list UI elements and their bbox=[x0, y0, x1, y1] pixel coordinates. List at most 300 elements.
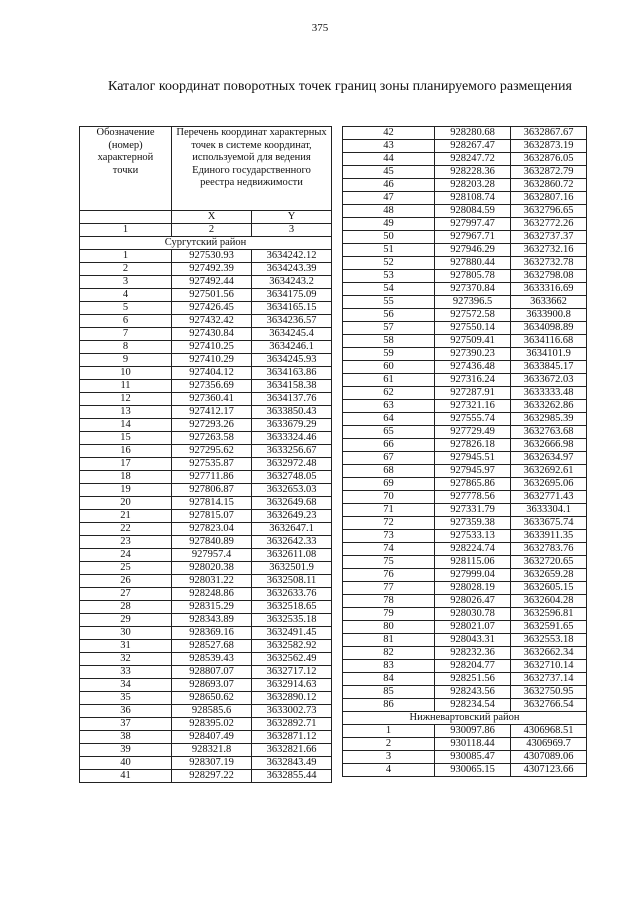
coord-x: 927957.4 bbox=[172, 549, 252, 562]
table-row bbox=[80, 640, 332, 653]
table-row bbox=[343, 517, 587, 530]
table-row bbox=[343, 270, 587, 283]
coord-x: 928115.06 bbox=[435, 556, 511, 569]
table-row bbox=[80, 419, 332, 432]
table-row bbox=[343, 504, 587, 517]
point-number: 18 bbox=[80, 471, 172, 484]
point-number: 13 bbox=[80, 406, 172, 419]
coord-x: 927426.45 bbox=[172, 302, 252, 315]
point-number: 23 bbox=[80, 536, 172, 549]
point-number: 63 bbox=[343, 400, 435, 413]
table-row bbox=[80, 549, 332, 562]
table-row bbox=[343, 673, 587, 686]
point-number: 85 bbox=[343, 686, 435, 699]
table-row bbox=[343, 283, 587, 296]
point-number: 61 bbox=[343, 374, 435, 387]
region-surgut: Сургутский район bbox=[80, 237, 332, 250]
coord-x: 927711.86 bbox=[172, 471, 252, 484]
coord-x: 927999.04 bbox=[435, 569, 511, 582]
table-row bbox=[343, 127, 587, 140]
coord-y: 3633672.03 bbox=[511, 374, 587, 387]
coord-y: 3632633.76 bbox=[252, 588, 332, 601]
table-row bbox=[343, 361, 587, 374]
coord-y: 3633845.17 bbox=[511, 361, 587, 374]
coord-x: 927331.79 bbox=[435, 504, 511, 517]
coord-x: 928248.86 bbox=[172, 588, 252, 601]
table-row bbox=[80, 718, 332, 731]
point-number: 45 bbox=[343, 166, 435, 179]
coord-x: 927360.41 bbox=[172, 393, 252, 406]
coord-x: 930097.86 bbox=[435, 725, 511, 738]
coord-y: 3632871.12 bbox=[252, 731, 332, 744]
coord-x: 927815.07 bbox=[172, 510, 252, 523]
coord-y: 3633675.74 bbox=[511, 517, 587, 530]
table-row bbox=[343, 231, 587, 244]
coord-x: 927356.69 bbox=[172, 380, 252, 393]
table-row bbox=[343, 452, 587, 465]
table-row bbox=[343, 140, 587, 153]
coord-x: 927823.04 bbox=[172, 523, 252, 536]
table-row bbox=[343, 374, 587, 387]
coord-x: 927412.17 bbox=[172, 406, 252, 419]
point-number: 83 bbox=[343, 660, 435, 673]
coord-y: 3632737.37 bbox=[511, 231, 587, 244]
coord-y: 3634137.76 bbox=[252, 393, 332, 406]
coord-x: 928343.89 bbox=[172, 614, 252, 627]
coord-x: 928043.31 bbox=[435, 634, 511, 647]
point-number: 48 bbox=[343, 205, 435, 218]
point-number: 46 bbox=[343, 179, 435, 192]
coord-x: 928280.68 bbox=[435, 127, 511, 140]
coordinates-table-left bbox=[79, 126, 332, 783]
point-number: 49 bbox=[343, 218, 435, 231]
coord-x: 928228.36 bbox=[435, 166, 511, 179]
coord-y: 3634243.39 bbox=[252, 263, 332, 276]
coord-y: 3634165.15 bbox=[252, 302, 332, 315]
coord-x: 928021.07 bbox=[435, 621, 511, 634]
table-row bbox=[80, 731, 332, 744]
point-number: 73 bbox=[343, 530, 435, 543]
point-number: 66 bbox=[343, 439, 435, 452]
point-number: 11 bbox=[80, 380, 172, 393]
coord-x: 928232.36 bbox=[435, 647, 511, 660]
coord-x: 927550.14 bbox=[435, 322, 511, 335]
header-col-number-2: 2 bbox=[172, 224, 252, 237]
point-number: 37 bbox=[80, 718, 172, 731]
point-number: 75 bbox=[343, 556, 435, 569]
coord-x: 928084.59 bbox=[435, 205, 511, 218]
table-row bbox=[343, 413, 587, 426]
table-row bbox=[80, 380, 332, 393]
coord-x: 928028.19 bbox=[435, 582, 511, 595]
point-number: 77 bbox=[343, 582, 435, 595]
table-row bbox=[80, 757, 332, 770]
coord-x: 928585.6 bbox=[172, 705, 252, 718]
table-row bbox=[80, 354, 332, 367]
point-number: 59 bbox=[343, 348, 435, 361]
coord-y: 3632582.92 bbox=[252, 640, 332, 653]
page-title: Каталог координат поворотных точек границ зоны планируемого размещения bbox=[108, 79, 572, 94]
table-row bbox=[343, 465, 587, 478]
point-number: 55 bbox=[343, 296, 435, 309]
coord-y: 3632634.97 bbox=[511, 452, 587, 465]
coord-y: 3632771.43 bbox=[511, 491, 587, 504]
coord-x: 927509.41 bbox=[435, 335, 511, 348]
table-row bbox=[343, 426, 587, 439]
coord-x: 927729.49 bbox=[435, 426, 511, 439]
table-row bbox=[80, 432, 332, 445]
coord-y: 3633002.73 bbox=[252, 705, 332, 718]
coord-x: 927840.89 bbox=[172, 536, 252, 549]
coord-x: 928650.62 bbox=[172, 692, 252, 705]
coord-y: 3633333.48 bbox=[511, 387, 587, 400]
coord-x: 927826.18 bbox=[435, 439, 511, 452]
coord-x: 927359.38 bbox=[435, 517, 511, 530]
point-number: 40 bbox=[80, 757, 172, 770]
coord-y: 3634242.12 bbox=[252, 250, 332, 263]
point-number: 53 bbox=[343, 270, 435, 283]
coord-x: 927967.71 bbox=[435, 231, 511, 244]
table-row bbox=[80, 575, 332, 588]
table-row bbox=[80, 471, 332, 484]
point-number: 84 bbox=[343, 673, 435, 686]
point-number: 1 bbox=[80, 250, 172, 263]
table-row bbox=[80, 328, 332, 341]
point-number: 31 bbox=[80, 640, 172, 653]
coord-y: 3632732.16 bbox=[511, 244, 587, 257]
coord-x: 928267.47 bbox=[435, 140, 511, 153]
point-number: 17 bbox=[80, 458, 172, 471]
coord-y: 3632649.23 bbox=[252, 510, 332, 523]
coord-y: 3632772.26 bbox=[511, 218, 587, 231]
point-number: 41 bbox=[80, 770, 172, 783]
coord-x: 928307.19 bbox=[172, 757, 252, 770]
coord-y: 3634243.2 bbox=[252, 276, 332, 289]
coord-x: 927572.58 bbox=[435, 309, 511, 322]
coord-x: 927287.91 bbox=[435, 387, 511, 400]
point-number: 10 bbox=[80, 367, 172, 380]
coord-y: 3632591.65 bbox=[511, 621, 587, 634]
table-row bbox=[80, 484, 332, 497]
coord-y: 3633324.46 bbox=[252, 432, 332, 445]
point-number: 58 bbox=[343, 335, 435, 348]
coord-y: 3632666.98 bbox=[511, 439, 587, 452]
coord-y: 3632872.79 bbox=[511, 166, 587, 179]
coord-x: 927410.29 bbox=[172, 354, 252, 367]
table-row bbox=[80, 536, 332, 549]
point-number: 35 bbox=[80, 692, 172, 705]
coord-y: 3632720.65 bbox=[511, 556, 587, 569]
table-row bbox=[343, 725, 587, 738]
table-row bbox=[343, 387, 587, 400]
coord-x: 930118.44 bbox=[435, 738, 511, 751]
point-number: 28 bbox=[80, 601, 172, 614]
point-number: 3 bbox=[80, 276, 172, 289]
coord-y: 3632873.19 bbox=[511, 140, 587, 153]
coord-x: 927263.58 bbox=[172, 432, 252, 445]
coord-y: 3633304.1 bbox=[511, 504, 587, 517]
coord-y: 3632491.45 bbox=[252, 627, 332, 640]
table-row bbox=[80, 770, 332, 783]
table-row bbox=[80, 510, 332, 523]
coord-y: 3632892.71 bbox=[252, 718, 332, 731]
coord-x: 928224.74 bbox=[435, 543, 511, 556]
coord-x: 930085.47 bbox=[435, 751, 511, 764]
table-row bbox=[80, 562, 332, 575]
point-number: 38 bbox=[80, 731, 172, 744]
point-number: 70 bbox=[343, 491, 435, 504]
point-number: 39 bbox=[80, 744, 172, 757]
coord-y: 3632867.67 bbox=[511, 127, 587, 140]
coord-x: 927492.44 bbox=[172, 276, 252, 289]
coord-x: 928315.29 bbox=[172, 601, 252, 614]
point-number: 32 bbox=[80, 653, 172, 666]
coord-x: 927370.84 bbox=[435, 283, 511, 296]
coord-x: 927814.15 bbox=[172, 497, 252, 510]
header-x: X bbox=[172, 211, 252, 224]
point-number: 47 bbox=[343, 192, 435, 205]
point-number: 76 bbox=[343, 569, 435, 582]
point-number: 6 bbox=[80, 315, 172, 328]
coord-y: 3632876.05 bbox=[511, 153, 587, 166]
point-number: 65 bbox=[343, 426, 435, 439]
coord-x: 927293.26 bbox=[172, 419, 252, 432]
table-row bbox=[343, 634, 587, 647]
coord-x: 927321.16 bbox=[435, 400, 511, 413]
table-row bbox=[343, 296, 587, 309]
coord-y: 3634245.93 bbox=[252, 354, 332, 367]
coord-y: 3632662.34 bbox=[511, 647, 587, 660]
point-number: 54 bbox=[343, 283, 435, 296]
coord-x: 927432.42 bbox=[172, 315, 252, 328]
coord-x: 927530.93 bbox=[172, 250, 252, 263]
point-number: 68 bbox=[343, 465, 435, 478]
table-row bbox=[80, 705, 332, 718]
coord-x: 927295.62 bbox=[172, 445, 252, 458]
coord-x: 927430.84 bbox=[172, 328, 252, 341]
coord-y: 3632605.15 bbox=[511, 582, 587, 595]
coord-y: 3632821.66 bbox=[252, 744, 332, 757]
coord-x: 928539.43 bbox=[172, 653, 252, 666]
coord-y: 3632649.68 bbox=[252, 497, 332, 510]
coord-y: 3632843.49 bbox=[252, 757, 332, 770]
coord-x: 928297.22 bbox=[172, 770, 252, 783]
table-row bbox=[343, 439, 587, 452]
table-row bbox=[343, 491, 587, 504]
table-row bbox=[343, 569, 587, 582]
table-row bbox=[80, 341, 332, 354]
coord-y: 3632653.03 bbox=[252, 484, 332, 497]
coord-y: 4307123.66 bbox=[511, 764, 587, 777]
header-y: Y bbox=[252, 211, 332, 224]
coord-y: 3634245.4 bbox=[252, 328, 332, 341]
coord-x: 927945.97 bbox=[435, 465, 511, 478]
coord-y: 3632647.1 bbox=[252, 523, 332, 536]
point-number: 80 bbox=[343, 621, 435, 634]
point-number: 4 bbox=[80, 289, 172, 302]
table-row bbox=[343, 478, 587, 491]
coord-x: 928234.54 bbox=[435, 699, 511, 712]
coord-y: 3632783.76 bbox=[511, 543, 587, 556]
coord-y: 3632972.48 bbox=[252, 458, 332, 471]
coord-x: 928395.02 bbox=[172, 718, 252, 731]
point-number: 21 bbox=[80, 510, 172, 523]
coord-y: 3634098.89 bbox=[511, 322, 587, 335]
table-row bbox=[343, 764, 587, 777]
coord-y: 3632695.06 bbox=[511, 478, 587, 491]
table-row bbox=[80, 601, 332, 614]
header-col-number-1: 1 bbox=[80, 224, 172, 237]
point-number: 30 bbox=[80, 627, 172, 640]
coord-x: 928026.47 bbox=[435, 595, 511, 608]
table-row bbox=[343, 179, 587, 192]
table-row bbox=[343, 335, 587, 348]
header-point-designation: Обозначение (номер) характерной точки bbox=[80, 127, 172, 211]
coord-x: 928243.56 bbox=[435, 686, 511, 699]
table-row bbox=[343, 621, 587, 634]
point-number: 1 bbox=[343, 725, 435, 738]
coord-x: 928693.07 bbox=[172, 679, 252, 692]
table-row bbox=[343, 153, 587, 166]
coord-x: 927404.12 bbox=[172, 367, 252, 380]
coord-y: 3632611.08 bbox=[252, 549, 332, 562]
table-row bbox=[343, 595, 587, 608]
table-row bbox=[80, 653, 332, 666]
table-row bbox=[80, 263, 332, 276]
point-number: 19 bbox=[80, 484, 172, 497]
point-number: 2 bbox=[80, 263, 172, 276]
point-number: 5 bbox=[80, 302, 172, 315]
table-row bbox=[80, 289, 332, 302]
coord-y: 3634163.86 bbox=[252, 367, 332, 380]
point-number: 33 bbox=[80, 666, 172, 679]
coord-y: 3634175.09 bbox=[252, 289, 332, 302]
point-number: 67 bbox=[343, 452, 435, 465]
coord-x: 927533.13 bbox=[435, 530, 511, 543]
table-row bbox=[80, 406, 332, 419]
coord-y: 3634158.38 bbox=[252, 380, 332, 393]
point-number: 52 bbox=[343, 257, 435, 270]
coord-y: 3632855.44 bbox=[252, 770, 332, 783]
coord-y: 3634101.9 bbox=[511, 348, 587, 361]
coord-y: 3632508.11 bbox=[252, 575, 332, 588]
coordinates-table-right bbox=[342, 126, 587, 777]
coord-y: 3634236.57 bbox=[252, 315, 332, 328]
coord-x: 928203.28 bbox=[435, 179, 511, 192]
point-number: 81 bbox=[343, 634, 435, 647]
table-row bbox=[343, 530, 587, 543]
coord-x: 927946.29 bbox=[435, 244, 511, 257]
coord-x: 928030.78 bbox=[435, 608, 511, 621]
table-row bbox=[343, 582, 587, 595]
coord-x: 927880.44 bbox=[435, 257, 511, 270]
table-row bbox=[343, 244, 587, 257]
table-row bbox=[343, 699, 587, 712]
header-col-number-3: 3 bbox=[252, 224, 332, 237]
point-number: 69 bbox=[343, 478, 435, 491]
point-number: 12 bbox=[80, 393, 172, 406]
coord-y: 3632501.9 bbox=[252, 562, 332, 575]
coord-x: 927436.48 bbox=[435, 361, 511, 374]
coord-x: 927805.78 bbox=[435, 270, 511, 283]
coord-y: 3632642.33 bbox=[252, 536, 332, 549]
coord-y: 3633850.43 bbox=[252, 406, 332, 419]
page-number: 375 bbox=[311, 22, 329, 34]
coord-y: 3632732.78 bbox=[511, 257, 587, 270]
table-row bbox=[80, 445, 332, 458]
table-row bbox=[80, 315, 332, 328]
table-row bbox=[80, 276, 332, 289]
table-row bbox=[80, 692, 332, 705]
coord-y: 3632798.08 bbox=[511, 270, 587, 283]
coord-y: 3632692.61 bbox=[511, 465, 587, 478]
coord-y: 3632748.05 bbox=[252, 471, 332, 484]
coord-y: 3632562.49 bbox=[252, 653, 332, 666]
point-number: 4 bbox=[343, 764, 435, 777]
table-row bbox=[343, 309, 587, 322]
coord-x: 927410.25 bbox=[172, 341, 252, 354]
table-row bbox=[343, 400, 587, 413]
point-number: 34 bbox=[80, 679, 172, 692]
coord-x: 927390.23 bbox=[435, 348, 511, 361]
coord-y: 3632750.95 bbox=[511, 686, 587, 699]
coord-y: 3632710.14 bbox=[511, 660, 587, 673]
table-row bbox=[343, 348, 587, 361]
coord-y: 3633662 bbox=[511, 296, 587, 309]
point-number: 51 bbox=[343, 244, 435, 257]
point-number: 74 bbox=[343, 543, 435, 556]
coord-x: 927555.74 bbox=[435, 413, 511, 426]
coord-y: 3632518.65 bbox=[252, 601, 332, 614]
coord-x: 928807.07 bbox=[172, 666, 252, 679]
coord-x: 927806.87 bbox=[172, 484, 252, 497]
coord-x: 928247.72 bbox=[435, 153, 511, 166]
coord-y: 3632796.65 bbox=[511, 205, 587, 218]
table-row bbox=[343, 738, 587, 751]
point-number: 27 bbox=[80, 588, 172, 601]
coord-y: 3634116.68 bbox=[511, 335, 587, 348]
point-number: 15 bbox=[80, 432, 172, 445]
table-row bbox=[343, 608, 587, 621]
table-row bbox=[80, 497, 332, 510]
coord-y: 3632860.72 bbox=[511, 179, 587, 192]
coord-x: 927997.47 bbox=[435, 218, 511, 231]
point-number: 78 bbox=[343, 595, 435, 608]
table-row bbox=[80, 523, 332, 536]
coord-x: 927945.51 bbox=[435, 452, 511, 465]
coord-x: 930065.15 bbox=[435, 764, 511, 777]
coord-x: 928407.49 bbox=[172, 731, 252, 744]
coord-x: 927501.56 bbox=[172, 289, 252, 302]
coord-y: 3632596.81 bbox=[511, 608, 587, 621]
table-row bbox=[80, 367, 332, 380]
coord-x: 928527.68 bbox=[172, 640, 252, 653]
table-row bbox=[80, 393, 332, 406]
coord-x: 927865.86 bbox=[435, 478, 511, 491]
point-number: 29 bbox=[80, 614, 172, 627]
coord-y: 3632535.18 bbox=[252, 614, 332, 627]
coord-y: 3633262.86 bbox=[511, 400, 587, 413]
coord-y: 3632763.68 bbox=[511, 426, 587, 439]
coord-y: 3633679.29 bbox=[252, 419, 332, 432]
point-number: 14 bbox=[80, 419, 172, 432]
point-number: 25 bbox=[80, 562, 172, 575]
point-number: 60 bbox=[343, 361, 435, 374]
point-number: 71 bbox=[343, 504, 435, 517]
point-number: 8 bbox=[80, 341, 172, 354]
coord-y: 3632890.12 bbox=[252, 692, 332, 705]
point-number: 79 bbox=[343, 608, 435, 621]
